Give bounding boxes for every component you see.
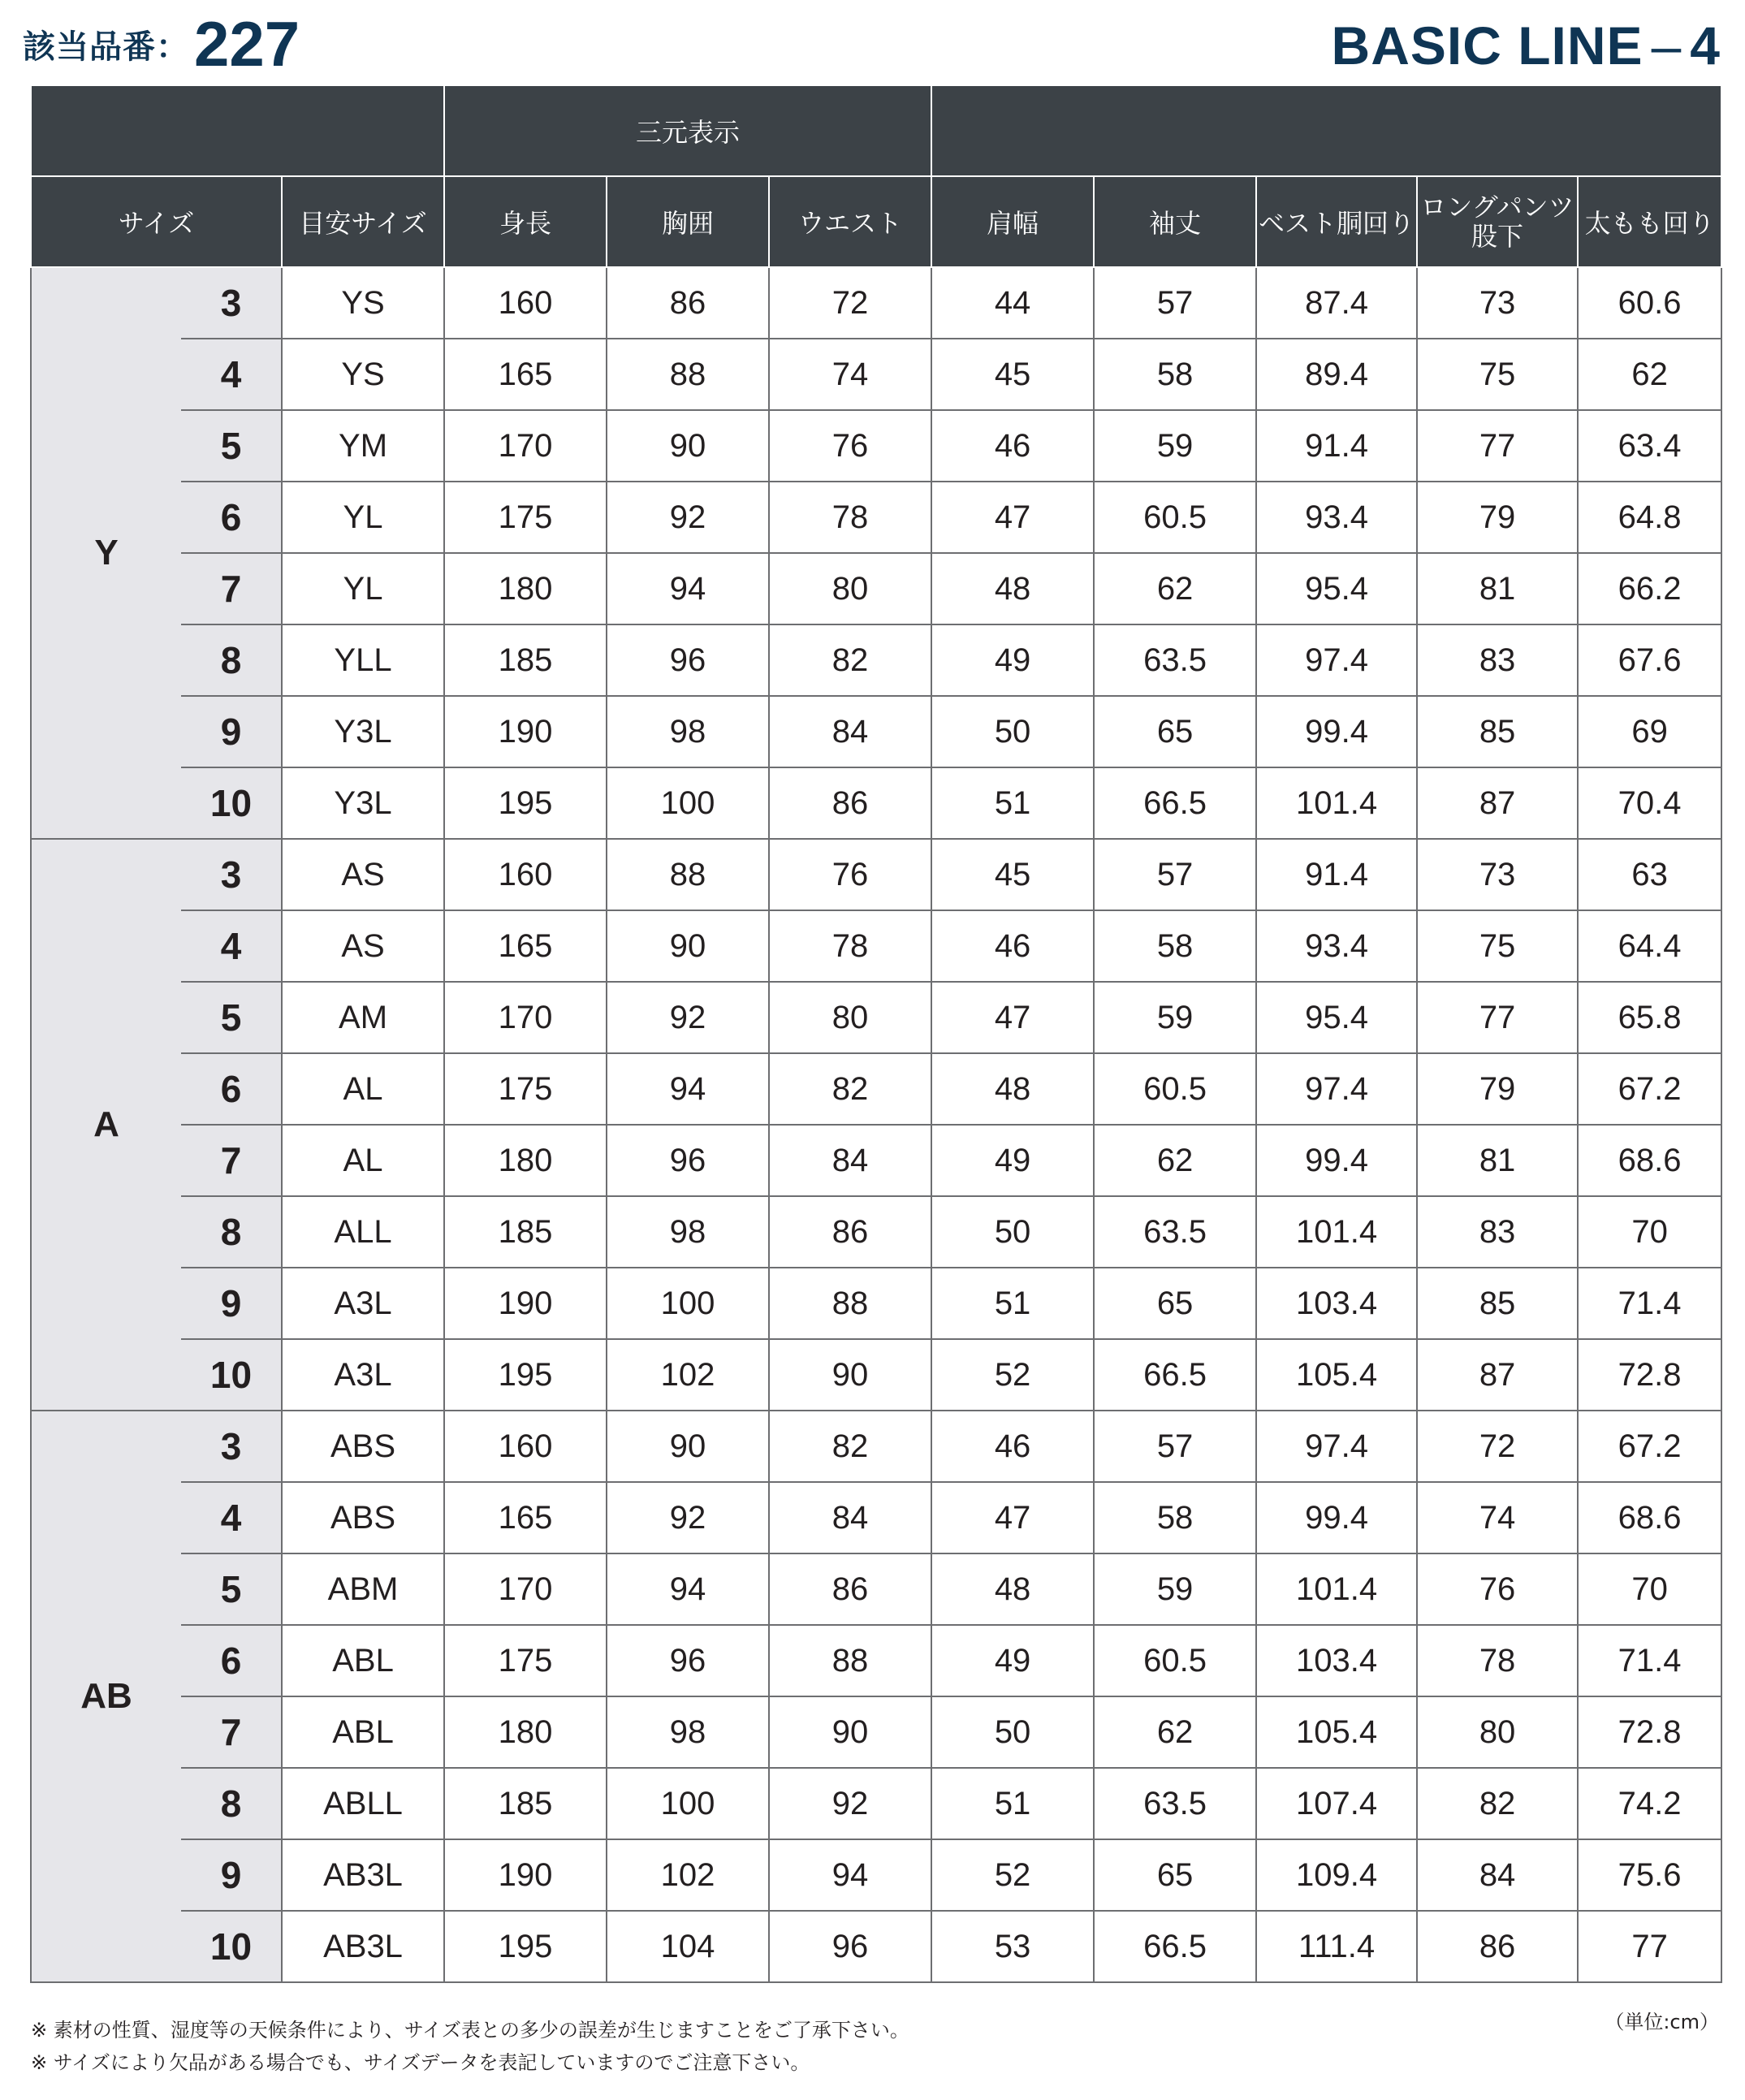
cell-size-number: 3: [181, 839, 282, 910]
cell-shoulder: 49: [931, 1625, 1094, 1696]
cell-long-pants-inseam: 80: [1417, 1696, 1578, 1768]
cell-sleeve: 59: [1094, 410, 1256, 482]
cell-shoulder: 53: [931, 1911, 1094, 1982]
table-row: [31, 482, 1721, 553]
cell-height: 165: [444, 339, 607, 410]
cell-height: 175: [444, 482, 607, 553]
cell-chest: 98: [607, 696, 769, 767]
product-number-label: 該当品番：: [23, 28, 189, 66]
cell-guide-size: AB3L: [282, 1839, 444, 1911]
cell-guide-size: YL: [282, 553, 444, 624]
cell-guide-size: A3L: [282, 1339, 444, 1411]
table-row: [31, 1339, 1721, 1411]
col-long-pants-inseam: [1417, 176, 1578, 267]
cell-size-number: 6: [181, 1053, 282, 1125]
cell-shoulder: 47: [931, 482, 1094, 553]
cell-guide-size: YS: [282, 267, 444, 339]
cell-chest: 100: [607, 1268, 769, 1339]
line-dash: –: [1651, 15, 1682, 76]
cell-thigh: 64.4: [1578, 910, 1721, 982]
cell-long-pants-inseam: 73: [1417, 267, 1578, 339]
table-row: [31, 339, 1721, 410]
cell-guide-size: AL: [282, 1125, 444, 1196]
cell-sleeve: 63.5: [1094, 1196, 1256, 1268]
cell-size-number: 4: [181, 910, 282, 982]
cell-size-number: 8: [181, 624, 282, 696]
cell-guide-size: AM: [282, 982, 444, 1053]
cell-sleeve: 58: [1094, 1482, 1256, 1553]
cell-vest-girth: 101.4: [1256, 1196, 1417, 1268]
cell-chest: 92: [607, 482, 769, 553]
cell-shoulder: 48: [931, 553, 1094, 624]
table-row: [31, 910, 1721, 982]
cell-sleeve: 63.5: [1094, 1768, 1256, 1839]
col-waist: ウエスト: [769, 176, 931, 267]
cell-height: 185: [444, 1768, 607, 1839]
cell-waist: 86: [769, 767, 931, 839]
cell-shoulder: 49: [931, 624, 1094, 696]
cell-vest-girth: 89.4: [1256, 339, 1417, 410]
cell-thigh: 69: [1578, 696, 1721, 767]
cell-vest-girth: 87.4: [1256, 267, 1417, 339]
col-sleeve: 袖丈: [1094, 176, 1256, 267]
cell-thigh: 66.2: [1578, 553, 1721, 624]
cell-long-pants-inseam: 75: [1417, 339, 1578, 410]
cell-thigh: 70.4: [1578, 767, 1721, 839]
cell-waist: 80: [769, 982, 931, 1053]
line-name: BASIC LINE: [1331, 15, 1643, 76]
cell-vest-girth: 91.4: [1256, 410, 1417, 482]
cell-guide-size: A3L: [282, 1268, 444, 1339]
cell-shoulder: 51: [931, 1768, 1094, 1839]
cell-sleeve: 62: [1094, 1125, 1256, 1196]
body-type-label: AB: [31, 1411, 181, 1982]
cell-vest-girth: 101.4: [1256, 1553, 1417, 1625]
cell-sleeve: 60.5: [1094, 1625, 1256, 1696]
cell-thigh: 68.6: [1578, 1482, 1721, 1553]
cell-height: 160: [444, 267, 607, 339]
table-row: [31, 267, 1721, 339]
table-row: [31, 1196, 1721, 1268]
cell-thigh: 64.8: [1578, 482, 1721, 553]
cell-vest-girth: 105.4: [1256, 1696, 1417, 1768]
cell-long-pants-inseam: 82: [1417, 1768, 1578, 1839]
col-guide-size: 目安サイズ: [282, 176, 444, 267]
cell-long-pants-inseam: 87: [1417, 767, 1578, 839]
table-row: [31, 767, 1721, 839]
cell-vest-girth: 99.4: [1256, 696, 1417, 767]
cell-sleeve: 60.5: [1094, 482, 1256, 553]
cell-height: 180: [444, 1696, 607, 1768]
cell-size-number: 8: [181, 1768, 282, 1839]
cell-chest: 94: [607, 1553, 769, 1625]
cell-waist: 72: [769, 267, 931, 339]
cell-height: 175: [444, 1053, 607, 1125]
cell-vest-girth: 93.4: [1256, 482, 1417, 553]
cell-sleeve: 57: [1094, 839, 1256, 910]
body-type-label: Y: [31, 267, 181, 839]
cell-shoulder: 51: [931, 1268, 1094, 1339]
cell-sleeve: 66.5: [1094, 767, 1256, 839]
cell-shoulder: 52: [931, 1339, 1094, 1411]
cell-long-pants-inseam: 87: [1417, 1339, 1578, 1411]
cell-size-number: 9: [181, 696, 282, 767]
cell-shoulder: 48: [931, 1553, 1094, 1625]
cell-long-pants-inseam: 81: [1417, 553, 1578, 624]
table-row: [31, 982, 1721, 1053]
cell-vest-girth: 107.4: [1256, 1768, 1417, 1839]
cell-thigh: 70: [1578, 1553, 1721, 1625]
cell-sleeve: 58: [1094, 339, 1256, 410]
cell-size-number: 6: [181, 1625, 282, 1696]
cell-shoulder: 49: [931, 1125, 1094, 1196]
cell-chest: 102: [607, 1839, 769, 1911]
cell-vest-girth: 103.4: [1256, 1268, 1417, 1339]
cell-waist: 80: [769, 553, 931, 624]
cell-size-number: 3: [181, 267, 282, 339]
cell-sleeve: 65: [1094, 1839, 1256, 1911]
cell-chest: 104: [607, 1911, 769, 1982]
cell-waist: 88: [769, 1625, 931, 1696]
cell-waist: 84: [769, 696, 931, 767]
cell-long-pants-inseam: 74: [1417, 1482, 1578, 1553]
cell-height: 190: [444, 1268, 607, 1339]
cell-size-number: 5: [181, 1553, 282, 1625]
cell-thigh: 62: [1578, 339, 1721, 410]
cell-guide-size: ABS: [282, 1411, 444, 1482]
cell-chest: 96: [607, 1625, 769, 1696]
table-row: [31, 1411, 1721, 1482]
footnotes: [31, 2014, 909, 2079]
cell-sleeve: 65: [1094, 1268, 1256, 1339]
table-row: [31, 1911, 1721, 1982]
cell-shoulder: 51: [931, 767, 1094, 839]
table-row: [31, 624, 1721, 696]
cell-long-pants-inseam: 78: [1417, 1625, 1578, 1696]
cell-waist: 84: [769, 1125, 931, 1196]
header-blank-right: [931, 85, 1721, 176]
cell-vest-girth: 95.4: [1256, 982, 1417, 1053]
cell-waist: 82: [769, 624, 931, 696]
cell-thigh: 71.4: [1578, 1268, 1721, 1339]
cell-chest: 90: [607, 410, 769, 482]
cell-size-number: 10: [181, 767, 282, 839]
size-chart-table: [30, 84, 1722, 1983]
cell-guide-size: YM: [282, 410, 444, 482]
cell-long-pants-inseam: 77: [1417, 410, 1578, 482]
table-row: [31, 1482, 1721, 1553]
cell-chest: 100: [607, 1768, 769, 1839]
cell-guide-size: ABS: [282, 1482, 444, 1553]
header-row-columns: [31, 176, 1721, 267]
cell-waist: 94: [769, 1839, 931, 1911]
cell-shoulder: 46: [931, 410, 1094, 482]
table-row: [31, 1553, 1721, 1625]
cell-thigh: 63: [1578, 839, 1721, 910]
table-row: [31, 1696, 1721, 1768]
cell-shoulder: 46: [931, 910, 1094, 982]
cell-sleeve: 62: [1094, 1696, 1256, 1768]
cell-shoulder: 45: [931, 839, 1094, 910]
cell-chest: 96: [607, 1125, 769, 1196]
cell-sleeve: 62: [1094, 553, 1256, 624]
unit-note: （単位:cm）: [1605, 2011, 1719, 2033]
size-table-body: [31, 267, 1721, 1982]
product-number: 227: [194, 8, 300, 80]
cell-long-pants-inseam: 83: [1417, 1196, 1578, 1268]
cell-guide-size: YL: [282, 482, 444, 553]
cell-vest-girth: 97.4: [1256, 624, 1417, 696]
cell-size-number: 8: [181, 1196, 282, 1268]
cell-thigh: 60.6: [1578, 267, 1721, 339]
cell-sleeve: 57: [1094, 267, 1256, 339]
cell-chest: 92: [607, 1482, 769, 1553]
cell-waist: 86: [769, 1553, 931, 1625]
cell-thigh: 75.6: [1578, 1839, 1721, 1911]
cell-thigh: 71.4: [1578, 1625, 1721, 1696]
cell-guide-size: ABL: [282, 1696, 444, 1768]
cell-shoulder: 47: [931, 1482, 1094, 1553]
cell-long-pants-inseam: 72: [1417, 1411, 1578, 1482]
cell-size-number: 9: [181, 1839, 282, 1911]
cell-sleeve: 63.5: [1094, 624, 1256, 696]
cell-waist: 82: [769, 1053, 931, 1125]
cell-waist: 76: [769, 839, 931, 910]
cell-size-number: 6: [181, 482, 282, 553]
cell-long-pants-inseam: 84: [1417, 1839, 1578, 1911]
cell-shoulder: 44: [931, 267, 1094, 339]
cell-waist: 78: [769, 910, 931, 982]
cell-height: 185: [444, 624, 607, 696]
cell-thigh: 67.2: [1578, 1053, 1721, 1125]
cell-shoulder: 45: [931, 339, 1094, 410]
cell-height: 170: [444, 1553, 607, 1625]
footnote-1: ※ 素材の性質、湿度等の天候条件により、サイズ表との多少の誤差が生じますことをご了承下さい。: [31, 2019, 909, 2042]
cell-height: 180: [444, 1125, 607, 1196]
cell-waist: 84: [769, 1482, 931, 1553]
cell-chest: 86: [607, 267, 769, 339]
table-row: [31, 1839, 1721, 1911]
cell-vest-girth: 103.4: [1256, 1625, 1417, 1696]
cell-height: 165: [444, 910, 607, 982]
cell-waist: 90: [769, 1339, 931, 1411]
cell-chest: 100: [607, 767, 769, 839]
body-type-label: A: [31, 839, 181, 1411]
cell-thigh: 72.8: [1578, 1339, 1721, 1411]
cell-sleeve: 65: [1094, 696, 1256, 767]
cell-height: 160: [444, 839, 607, 910]
cell-thigh: 70: [1578, 1196, 1721, 1268]
cell-size-number: 7: [181, 553, 282, 624]
cell-shoulder: 50: [931, 1696, 1094, 1768]
cell-vest-girth: 95.4: [1256, 553, 1417, 624]
table-row: [31, 1268, 1721, 1339]
line-number: 4: [1690, 15, 1721, 76]
cell-height: 195: [444, 1911, 607, 1982]
cell-chest: 102: [607, 1339, 769, 1411]
cell-sleeve: 60.5: [1094, 1053, 1256, 1125]
cell-vest-girth: 109.4: [1256, 1839, 1417, 1911]
cell-vest-girth: 111.4: [1256, 1911, 1417, 1982]
cell-long-pants-inseam: 86: [1417, 1911, 1578, 1982]
cell-shoulder: 50: [931, 1196, 1094, 1268]
cell-waist: 74: [769, 339, 931, 410]
table-row: [31, 410, 1721, 482]
cell-waist: 78: [769, 482, 931, 553]
cell-size-number: 4: [181, 339, 282, 410]
cell-shoulder: 50: [931, 696, 1094, 767]
cell-height: 195: [444, 767, 607, 839]
cell-long-pants-inseam: 79: [1417, 482, 1578, 553]
cell-vest-girth: 101.4: [1256, 767, 1417, 839]
cell-thigh: 72.8: [1578, 1696, 1721, 1768]
cell-long-pants-inseam: 73: [1417, 839, 1578, 910]
cell-guide-size: ALL: [282, 1196, 444, 1268]
cell-sleeve: 66.5: [1094, 1339, 1256, 1411]
cell-shoulder: 52: [931, 1839, 1094, 1911]
table-row: [31, 839, 1721, 910]
cell-long-pants-inseam: 83: [1417, 624, 1578, 696]
cell-height: 175: [444, 1625, 607, 1696]
table-row: [31, 553, 1721, 624]
cell-height: 165: [444, 1482, 607, 1553]
cell-chest: 88: [607, 339, 769, 410]
cell-size-number: 5: [181, 410, 282, 482]
cell-guide-size: YS: [282, 339, 444, 410]
cell-size-number: 4: [181, 1482, 282, 1553]
cell-shoulder: 48: [931, 1053, 1094, 1125]
cell-thigh: 77: [1578, 1911, 1721, 1982]
cell-thigh: 74.2: [1578, 1768, 1721, 1839]
product-number-heading: [23, 8, 300, 80]
cell-sleeve: 66.5: [1094, 1911, 1256, 1982]
cell-size-number: 10: [181, 1339, 282, 1411]
cell-waist: 92: [769, 1768, 931, 1839]
cell-vest-girth: 97.4: [1256, 1053, 1417, 1125]
table-row: [31, 1768, 1721, 1839]
col-vest-girth: ベスト胴回り: [1256, 176, 1417, 267]
cell-waist: 76: [769, 410, 931, 482]
col-chest: 胸囲: [607, 176, 769, 267]
cell-chest: 98: [607, 1196, 769, 1268]
cell-long-pants-inseam: 75: [1417, 910, 1578, 982]
cell-chest: 98: [607, 1696, 769, 1768]
cell-chest: 88: [607, 839, 769, 910]
cell-guide-size: AB3L: [282, 1911, 444, 1982]
cell-vest-girth: 105.4: [1256, 1339, 1417, 1411]
cell-waist: 82: [769, 1411, 931, 1482]
cell-sleeve: 57: [1094, 1411, 1256, 1482]
cell-vest-girth: 99.4: [1256, 1125, 1417, 1196]
cell-thigh: 68.6: [1578, 1125, 1721, 1196]
cell-height: 195: [444, 1339, 607, 1411]
table-row: [31, 1053, 1721, 1125]
cell-chest: 94: [607, 553, 769, 624]
cell-height: 190: [444, 1839, 607, 1911]
cell-guide-size: AS: [282, 839, 444, 910]
cell-long-pants-inseam: 81: [1417, 1125, 1578, 1196]
cell-size-number: 5: [181, 982, 282, 1053]
cell-guide-size: Y3L: [282, 767, 444, 839]
cell-chest: 90: [607, 910, 769, 982]
header-blank-left: [31, 85, 444, 176]
cell-height: 180: [444, 553, 607, 624]
cell-size-number: 10: [181, 1911, 282, 1982]
cell-sleeve: 59: [1094, 1553, 1256, 1625]
cell-long-pants-inseam: 85: [1417, 696, 1578, 767]
cell-waist: 90: [769, 1696, 931, 1768]
col-long-pants-line2: 股下: [1471, 220, 1524, 252]
cell-sleeve: 59: [1094, 982, 1256, 1053]
cell-guide-size: Y3L: [282, 696, 444, 767]
cell-shoulder: 46: [931, 1411, 1094, 1482]
cell-height: 185: [444, 1196, 607, 1268]
cell-vest-girth: 97.4: [1256, 1411, 1417, 1482]
header-three-dim: 三元表示: [444, 85, 931, 176]
cell-guide-size: ABL: [282, 1625, 444, 1696]
col-thigh: 太もも回り: [1578, 176, 1721, 267]
cell-chest: 92: [607, 982, 769, 1053]
cell-waist: 96: [769, 1911, 931, 1982]
cell-long-pants-inseam: 77: [1417, 982, 1578, 1053]
col-shoulder: 肩幅: [931, 176, 1094, 267]
cell-thigh: 63.4: [1578, 410, 1721, 482]
cell-long-pants-inseam: 79: [1417, 1053, 1578, 1125]
cell-thigh: 65.8: [1578, 982, 1721, 1053]
col-height: 身長: [444, 176, 607, 267]
cell-height: 170: [444, 982, 607, 1053]
cell-size-number: 7: [181, 1125, 282, 1196]
cell-height: 190: [444, 696, 607, 767]
cell-long-pants-inseam: 76: [1417, 1553, 1578, 1625]
header-row-group: [31, 85, 1721, 176]
cell-size-number: 9: [181, 1268, 282, 1339]
col-long-pants-line1: ロングパンツ: [1420, 191, 1574, 223]
cell-guide-size: ABM: [282, 1553, 444, 1625]
cell-chest: 94: [607, 1053, 769, 1125]
cell-guide-size: YLL: [282, 624, 444, 696]
cell-thigh: 67.6: [1578, 624, 1721, 696]
cell-waist: 86: [769, 1196, 931, 1268]
cell-vest-girth: 99.4: [1256, 1482, 1417, 1553]
cell-shoulder: 47: [931, 982, 1094, 1053]
col-size: サイズ: [31, 176, 282, 267]
cell-height: 170: [444, 410, 607, 482]
cell-vest-girth: 93.4: [1256, 910, 1417, 982]
cell-chest: 90: [607, 1411, 769, 1482]
cell-guide-size: ABLL: [282, 1768, 444, 1839]
cell-height: 160: [444, 1411, 607, 1482]
cell-long-pants-inseam: 85: [1417, 1268, 1578, 1339]
cell-size-number: 7: [181, 1696, 282, 1768]
footnote-2: ※ サイズにより欠品がある場合でも、サイズデータを表記していますのでご注意下さい。: [31, 2051, 810, 2074]
table-row: [31, 696, 1721, 767]
cell-thigh: 67.2: [1578, 1411, 1721, 1482]
cell-guide-size: AS: [282, 910, 444, 982]
cell-size-number: 3: [181, 1411, 282, 1482]
cell-guide-size: AL: [282, 1053, 444, 1125]
line-title: [1332, 16, 1721, 75]
cell-vest-girth: 91.4: [1256, 839, 1417, 910]
cell-waist: 88: [769, 1268, 931, 1339]
cell-sleeve: 58: [1094, 910, 1256, 982]
cell-chest: 96: [607, 624, 769, 696]
table-row: [31, 1125, 1721, 1196]
table-row: [31, 1625, 1721, 1696]
